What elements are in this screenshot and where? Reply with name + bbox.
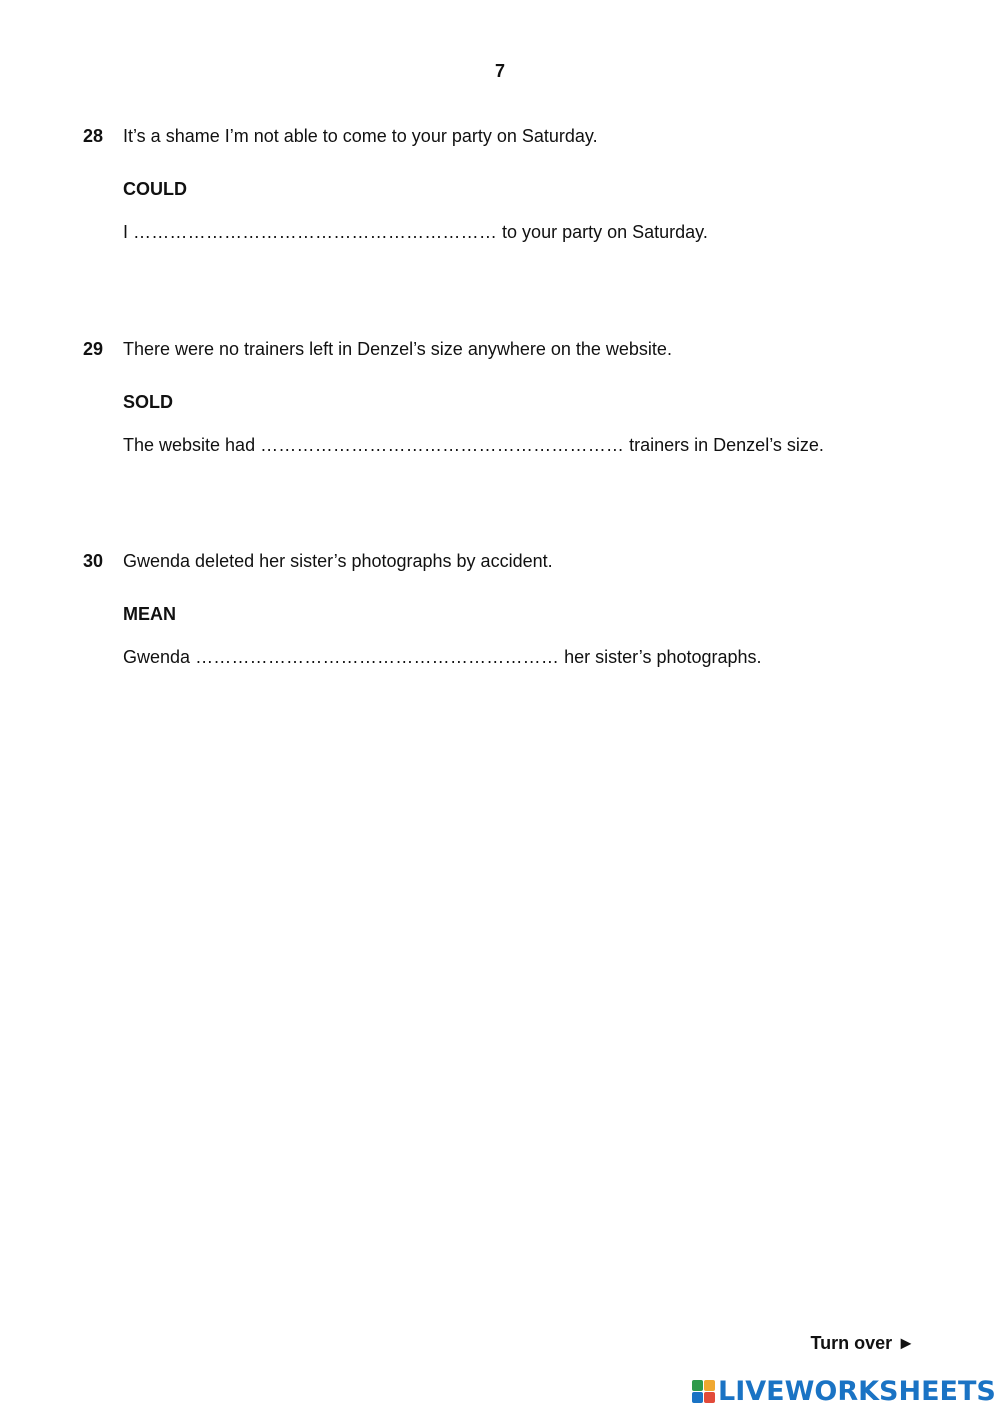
answer-prefix: The website had <box>123 435 256 455</box>
liveworksheets-logo[interactable] <box>692 1374 996 1408</box>
question-number: 28 <box>83 126 104 146</box>
answer-line <box>123 647 762 668</box>
question-sentence: It’s a shame I’m not able to come to your party on Saturday. <box>123 126 598 146</box>
turn-over-label: Turn over ► <box>810 1333 915 1353</box>
question-sentence: Gwenda deleted her sister’s photographs by accident. <box>123 551 553 571</box>
answer-gap[interactable]: …………………………………………………… <box>260 435 625 455</box>
question-number: 30 <box>83 551 104 571</box>
question-keyword: COULD <box>123 179 187 199</box>
question-number: 29 <box>83 339 104 359</box>
question-keyword: MEAN <box>123 604 176 624</box>
question-keyword: SOLD <box>123 392 174 412</box>
logo-square-blue <box>692 1392 703 1403</box>
page-number: 7 <box>494 61 505 81</box>
answer-suffix: trainers in Denzel’s size. <box>629 435 824 455</box>
logo-mark-icon <box>692 1380 715 1403</box>
answer-line <box>123 222 708 243</box>
answer-gap[interactable]: …………………………………………………… <box>195 647 560 667</box>
logo-square-green <box>692 1380 703 1391</box>
answer-line <box>123 435 824 456</box>
answer-prefix: I <box>123 222 129 242</box>
answer-suffix: to your party on Saturday. <box>502 222 708 242</box>
answer-gap[interactable]: …………………………………………………… <box>133 222 498 242</box>
logo-square-red <box>704 1392 715 1403</box>
answer-prefix: Gwenda <box>123 647 191 667</box>
logo-square-orange <box>704 1380 715 1391</box>
logo-text: LIVEWORKSHEETS <box>718 1375 996 1407</box>
question-sentence: There were no trainers left in Denzel’s size anywhere on the website. <box>123 339 672 359</box>
answer-suffix: her sister’s photographs. <box>564 647 762 667</box>
